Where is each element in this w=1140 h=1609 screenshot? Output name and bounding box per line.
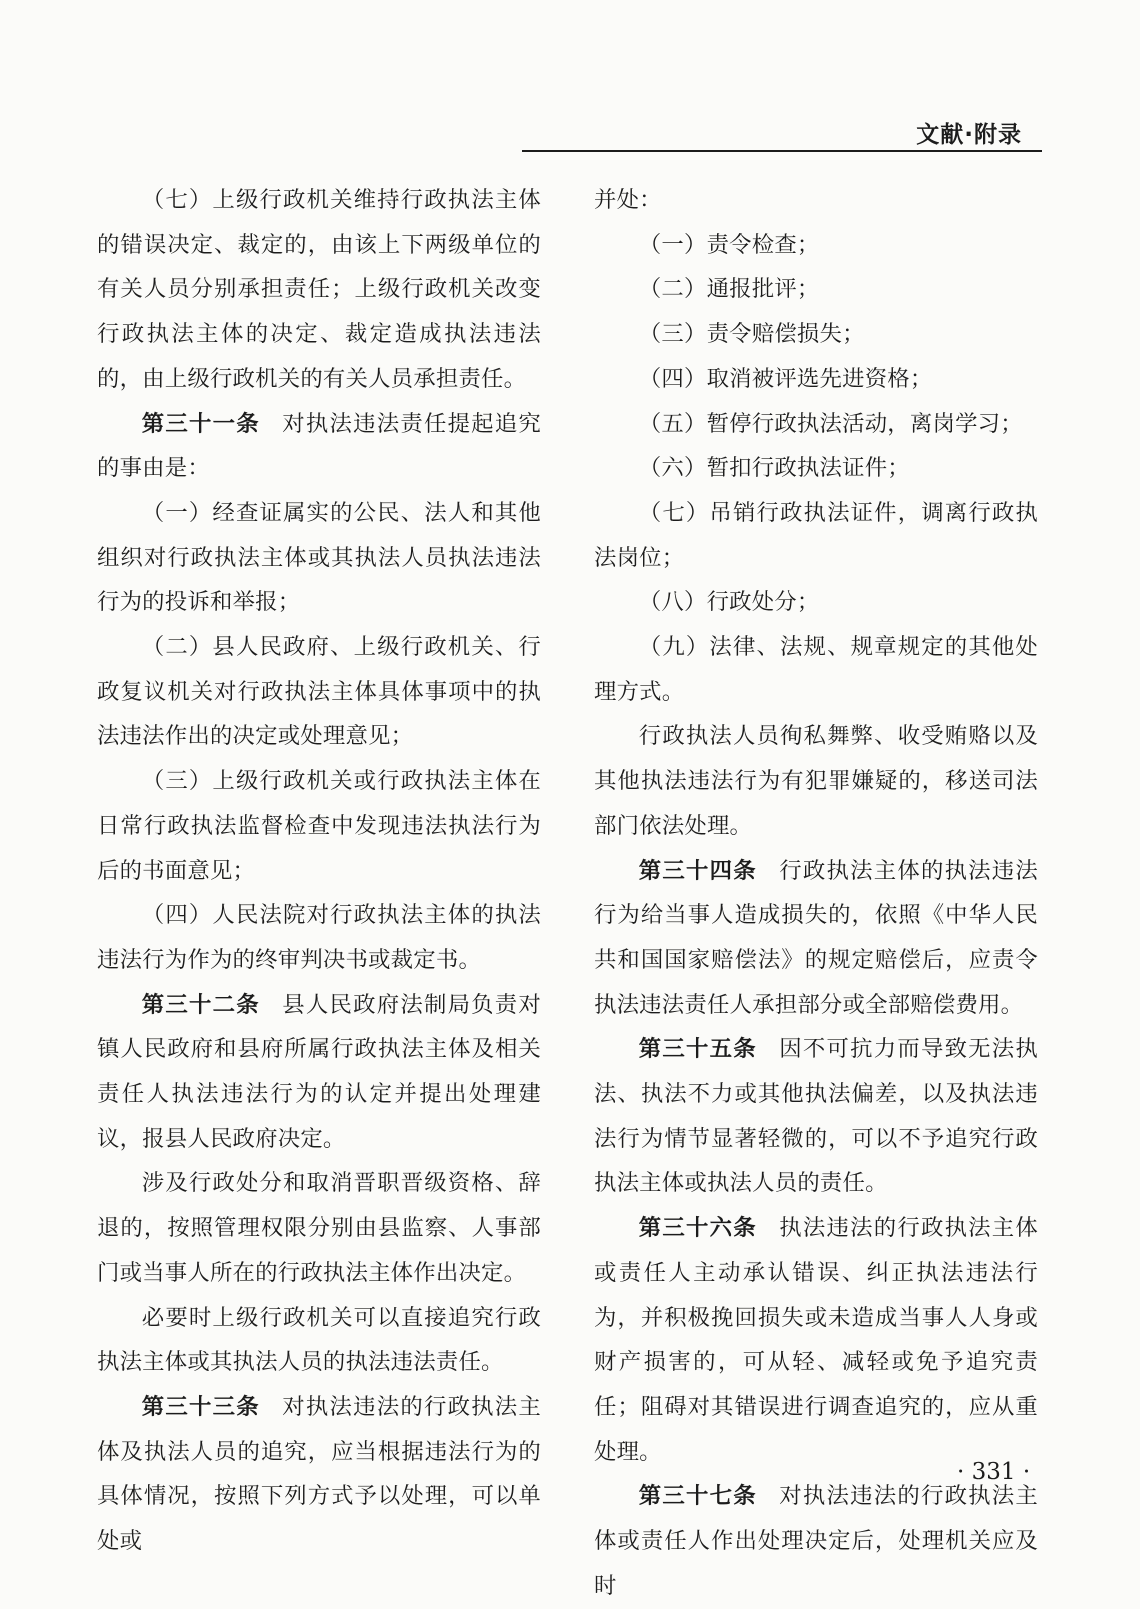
article-paragraph bbox=[594, 1027, 1038, 1206]
article-paragraph bbox=[594, 849, 1038, 1028]
paragraph: （八）行政处分； bbox=[638, 589, 820, 616]
article-paragraph bbox=[97, 402, 541, 491]
article-text: 对执法违法的行政执法主体或责任人作出处理决定后，处理机关应及时 bbox=[594, 1483, 1039, 1599]
paragraph: （七）上级行政机关维持行政执法主体的错误决定、裁定的，由该上下两级单位的有关人员分别承担责任；上级行政机关改变行政执法主体的决定、裁定造成执法违法的，由上级行政机关的有关人员承担责任。 bbox=[97, 187, 541, 392]
article-paragraph bbox=[97, 983, 541, 1162]
paragraph: 必要时上级行政机关可以直接追究行政执法主体或其执法人员的执法违法责任。 bbox=[97, 1304, 541, 1376]
article-paragraph bbox=[594, 1206, 1038, 1474]
paragraph: （四）取消被评选先进资格； bbox=[638, 365, 933, 392]
article-title: 第三十六条 bbox=[638, 1215, 757, 1242]
paragraph: （三）上级行政机关或行政执法主体在日常行政执法监督检查中发现违法执法行为后的书面意见； bbox=[97, 768, 541, 884]
paragraph: （四）人民法院对行政执法主体的执法违法行为作为的终审判决书或裁定书。 bbox=[97, 902, 541, 973]
article-text: 执法违法的行政执法主体或责任人主动承认错误、纠正执法违法行为，并积极挽回损失或未造成当事人人身或财产损害的，可从轻、减轻或免予追究责任；阻碍对其错误进行调查追究的，应从重处理。 bbox=[594, 1215, 1039, 1465]
article-text: 行政执法主体的执法违法行为给当事人造成损失的，依照《中华人民共和国国家赔偿法》的规定赔偿后，应责令执法违法责任人承担部分或全部赔偿费用。 bbox=[594, 857, 1039, 1018]
continued-paragraph: 并处： bbox=[594, 187, 662, 213]
article-title: 第三十三条 bbox=[141, 1393, 260, 1420]
article-paragraph bbox=[97, 1385, 541, 1564]
paragraph: （一）经查证属实的公民、法人和其他组织对行政执法主体或其执法人员执法违法行为的投诉和举报； bbox=[97, 499, 541, 616]
article-title: 第三十一条 bbox=[141, 410, 260, 437]
article-paragraph bbox=[594, 1474, 1038, 1608]
paragraph: （二）通报批评； bbox=[638, 276, 820, 303]
header-rule bbox=[522, 150, 1042, 152]
paragraph: 涉及行政处分和取消晋职晋级资格、辞退的，按照管理权限分别由县监察、人事部门或当事人所在的行政执法主体作出决定。 bbox=[97, 1170, 541, 1286]
paragraph: （二）县人民政府、上级行政机关、行政复议机关对行政执法主体具体事项中的执法违法作出的决定或处理意见； bbox=[97, 634, 541, 750]
article-title: 第三十五条 bbox=[638, 1036, 757, 1063]
paragraph: （三）责令赔偿损失； bbox=[638, 321, 865, 348]
article-text: 县人民政府法制局负责对镇人民政府和县府所属行政执法主体及相关责任人执法违法行为的认定并提出处理建议，报县人民政府决定。 bbox=[97, 991, 542, 1152]
article-title: 第三十四条 bbox=[638, 857, 757, 884]
left-column bbox=[97, 178, 541, 1564]
running-header: 文献·附录 bbox=[916, 122, 1022, 148]
paragraph: （七）吊销行政执法证件，调离行政执法岗位； bbox=[594, 499, 1038, 571]
article-text: 对执法违法责任提起追究的事由是： bbox=[97, 410, 542, 482]
paragraph: （九）法律、法规、规章规定的其他处理方式。 bbox=[594, 634, 1038, 705]
paragraph: 行政执法人员徇私舞弊、收受贿赂以及其他执法违法行为有犯罪嫌疑的，移送司法部门依法处理。 bbox=[594, 723, 1038, 839]
paragraph: （五）暂停行政执法活动，离岗学习； bbox=[638, 410, 1023, 437]
article-text: 因不可抗力而导致无法执法、执法不力或其他执法偏差，以及执法违法行为情节显著轻微的，可以不予追究行政执法主体或执法人员的责任。 bbox=[594, 1036, 1039, 1197]
paragraph: （六）暂扣行政执法证件； bbox=[638, 455, 910, 482]
article-title: 第三十二条 bbox=[141, 991, 260, 1018]
article-title: 第三十七条 bbox=[638, 1483, 757, 1510]
article-text: 对执法违法的行政执法主体及执法人员的追究，应当根据违法行为的具体情况，按照下列方式予以处理，可以单处或 bbox=[97, 1393, 542, 1555]
page-number: · 331 · bbox=[957, 1459, 1031, 1485]
paragraph: （一）责令检查； bbox=[638, 231, 820, 258]
right-column bbox=[594, 178, 1038, 1609]
